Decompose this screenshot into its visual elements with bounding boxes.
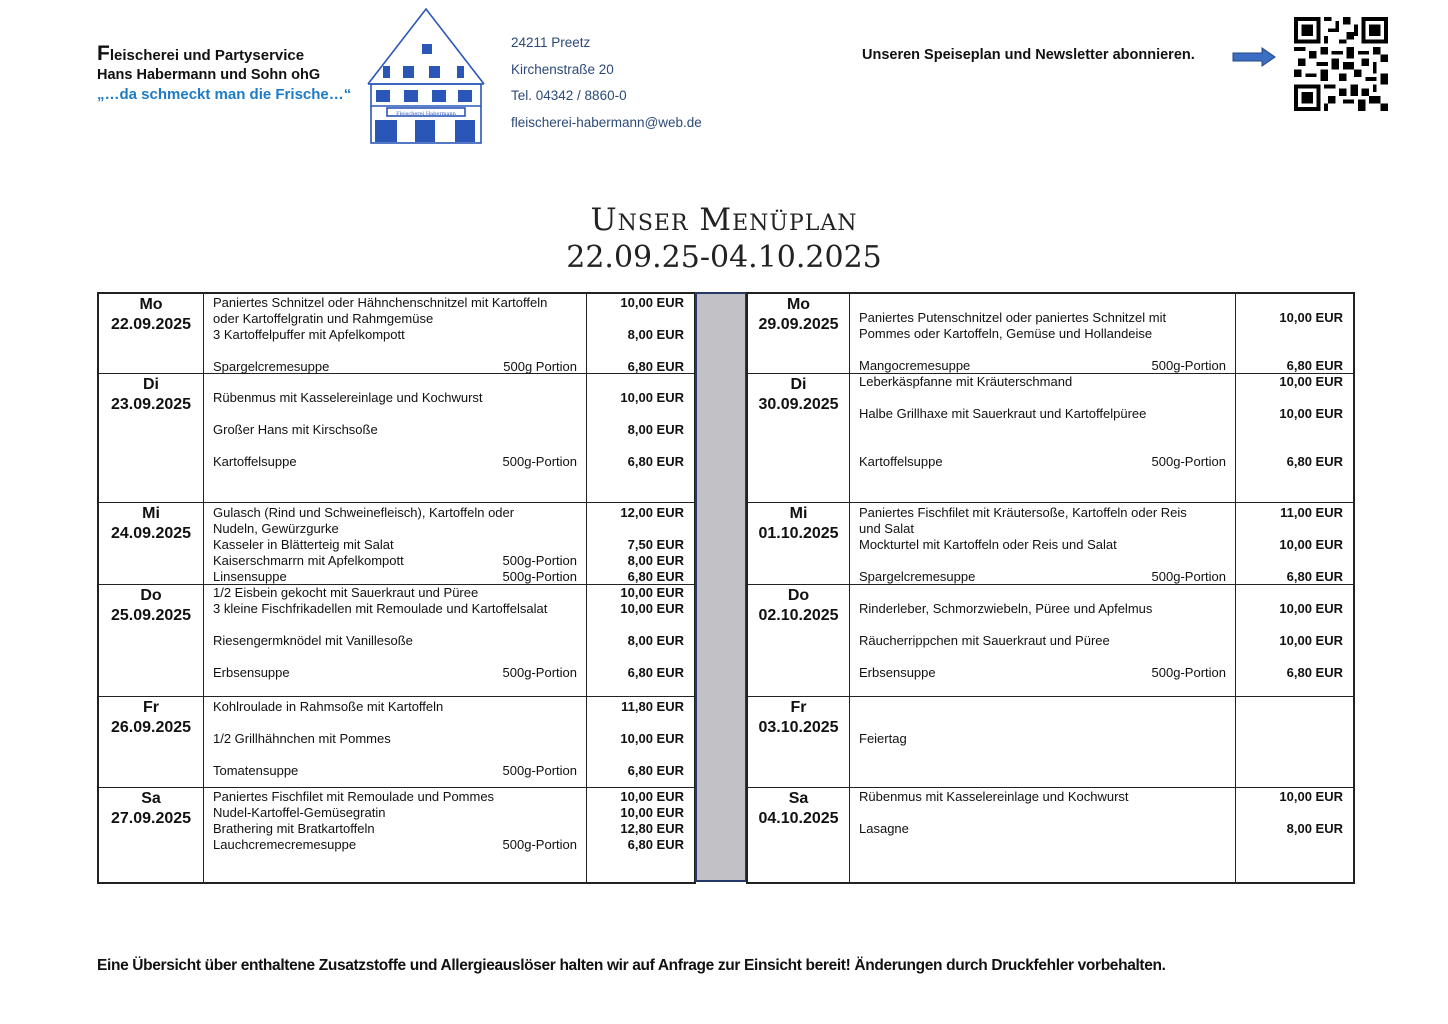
dish-item xyxy=(213,585,577,600)
dish-price: 10,00 EUR xyxy=(1279,601,1343,616)
dish-name: Mangocremesuppe xyxy=(859,358,971,373)
dish-item xyxy=(859,537,1226,552)
company-name-line1: Fleischerei und Partyservice xyxy=(97,42,305,65)
dish-price: 7,50 EUR xyxy=(627,537,684,552)
dish-item xyxy=(213,569,577,584)
weekday: Fr xyxy=(790,699,807,716)
dish-item xyxy=(859,406,1226,421)
day-cell xyxy=(748,585,850,696)
dish-name: Rübenmus mit Kasselereinlage und Kochwurst xyxy=(859,789,1129,804)
dish-price: 6,80 EUR xyxy=(1286,569,1343,584)
dish-price: 8,00 EUR xyxy=(627,633,684,648)
dish-price: 11,00 EUR xyxy=(1280,505,1343,520)
arrow-right-icon xyxy=(1232,47,1276,67)
dish-item xyxy=(213,505,577,520)
dish-name: Kasseler in Blätterteig mit Salat xyxy=(213,537,394,552)
price-cell xyxy=(1236,503,1353,584)
dish-name: Gulasch (Rind und Schweinefleisch), Kartoffeln oder xyxy=(213,505,515,520)
date-range: 22.09.25-04.10.2025 xyxy=(566,240,882,275)
weekday: Mo xyxy=(786,296,811,313)
weekday: Mi xyxy=(142,505,160,522)
menu-table-week1 xyxy=(97,292,696,884)
day-cell xyxy=(99,374,204,502)
dish-name: Paniertes Fischfilet mit Remoulade und Pommes xyxy=(213,789,495,804)
dish-cell xyxy=(850,788,1236,884)
dish-name: Kartoffelsuppe xyxy=(859,454,943,469)
dish-item xyxy=(859,789,1226,804)
dish-price: 8,00 EUR xyxy=(627,327,684,342)
date: 29.09.2025 xyxy=(758,316,839,333)
dish-item xyxy=(213,327,577,342)
dish-cell xyxy=(850,503,1236,584)
dish-name: Rinderleber, Schmorzwiebeln, Püree und Apfelmus xyxy=(859,601,1153,616)
day-cell xyxy=(99,503,204,584)
dish-price: 6,80 EUR xyxy=(627,837,684,852)
price-cell xyxy=(1236,788,1353,884)
day-cell xyxy=(748,697,850,787)
date: 23.09.2025 xyxy=(110,396,192,413)
dish-price: 10,00 EUR xyxy=(620,585,684,600)
dish-name: Mockturtel mit Kartoffeln oder Reis und Salat xyxy=(859,537,1117,552)
dish-item xyxy=(213,837,577,852)
dish-item xyxy=(859,569,1226,584)
dish-name: Linsensuppe xyxy=(213,569,287,584)
portion-size: 500g-Portion xyxy=(1151,569,1226,584)
dish-name: oder Kartoffelgratin und Rahmgemüse xyxy=(213,311,434,326)
dish-price: 10,00 EUR xyxy=(620,390,684,405)
dish-price: 6,80 EUR xyxy=(627,665,684,680)
date: 30.09.2025 xyxy=(758,396,839,413)
dish-price: 10,00 EUR xyxy=(620,601,684,616)
table-divider xyxy=(695,292,747,882)
dish-price: 6,80 EUR xyxy=(1286,358,1343,373)
dish-name: Kartoffelsuppe xyxy=(213,454,297,469)
contact-phone: Tel. 04342 / 8860-0 xyxy=(511,88,627,103)
dish-item xyxy=(213,390,577,405)
dish-item xyxy=(859,454,1226,469)
dish-price: 8,00 EUR xyxy=(1286,821,1343,836)
shop-house-logo-icon xyxy=(365,6,487,146)
weekday: Mi xyxy=(789,505,808,522)
dish-price: 11,80 EUR xyxy=(621,699,684,714)
dish-price: 6,80 EUR xyxy=(627,454,684,469)
dish-name: Riesengermknödel mit Vanillesoße xyxy=(213,633,413,648)
weekday: Mo xyxy=(139,296,163,313)
price-cell xyxy=(1236,697,1353,787)
dish-item xyxy=(213,731,577,746)
dish-item xyxy=(213,665,577,680)
dish-price: 12,80 EUR xyxy=(620,821,684,836)
dish-cell xyxy=(850,585,1236,696)
day-row xyxy=(99,374,694,503)
dish-price: 6,80 EUR xyxy=(627,763,684,778)
dish-price: 8,00 EUR xyxy=(627,422,684,437)
portion-size: 500g-Portion xyxy=(502,569,577,584)
dish-name: Großer Hans mit Kirschsoße xyxy=(213,422,378,437)
dish-price: 6,80 EUR xyxy=(627,569,684,584)
dish-name: Erbsensuppe xyxy=(859,665,936,680)
dish-name: 1/2 Eisbein gekocht mit Sauerkraut und Püree xyxy=(213,585,479,600)
day-cell xyxy=(748,374,850,502)
weekday: Fr xyxy=(143,699,159,716)
dish-price: 6,80 EUR xyxy=(1286,665,1343,680)
dish-name: Spargelcremesuppe xyxy=(859,569,976,584)
day-row xyxy=(748,294,1353,374)
weekday: Sa xyxy=(141,790,161,807)
portion-size: 500g-Portion xyxy=(1151,454,1226,469)
dish-name: Leberkäspfanne mit Kräuterschmand xyxy=(859,374,1073,389)
day-row xyxy=(99,788,694,884)
day-row xyxy=(748,697,1353,788)
date: 22.09.2025 xyxy=(110,316,192,333)
day-cell xyxy=(99,788,204,884)
price-cell xyxy=(1236,585,1353,696)
day-row xyxy=(99,503,694,585)
dish-cell xyxy=(204,697,587,787)
dish-name: 3 Kartoffelpuffer mit Apfelkompott xyxy=(213,327,405,342)
dish-item xyxy=(213,359,577,374)
day-row xyxy=(99,585,694,697)
dish-name: Nudeln, Gewürzgurke xyxy=(213,521,339,536)
portion-size: 500g Portion xyxy=(503,359,577,374)
dish-name: 1/2 Grillhähnchen mit Pommes xyxy=(213,731,391,746)
day-cell xyxy=(99,697,204,787)
dish-item xyxy=(213,763,577,778)
portion-size: 500g-Portion xyxy=(502,665,577,680)
dish-name: 3 kleine Fischfrikadellen mit Remoulade und Kartoffelsalat xyxy=(213,601,548,616)
price-cell xyxy=(1236,374,1353,502)
dish-item xyxy=(213,789,577,804)
dish-name: Feiertag xyxy=(859,731,907,746)
date: 26.09.2025 xyxy=(110,719,192,736)
dish-cell xyxy=(850,374,1236,502)
dish-price: 10,00 EUR xyxy=(620,731,684,746)
date: 02.10.2025 xyxy=(758,607,839,624)
dish-name: Brathering mit Bratkartoffeln xyxy=(213,821,375,836)
dish-name: Paniertes Fischfilet mit Kräutersoße, Kartoffeln oder Reis xyxy=(859,505,1187,520)
contact-block xyxy=(511,30,702,136)
dish-item xyxy=(213,454,577,469)
price-cell xyxy=(587,788,694,884)
dish-name: und Salat xyxy=(859,521,914,536)
dish-item xyxy=(859,665,1226,680)
dish-price: 10,00 EUR xyxy=(1279,537,1343,552)
dish-item xyxy=(213,633,577,648)
dish-price: 6,80 EUR xyxy=(627,359,684,374)
date: 27.09.2025 xyxy=(110,810,192,827)
day-cell xyxy=(748,503,850,584)
dish-cell xyxy=(204,788,587,884)
date: 01.10.2025 xyxy=(758,525,839,542)
dish-cell xyxy=(850,294,1236,373)
dish-name: Lasagne xyxy=(859,821,909,836)
dish-price: 8,00 EUR xyxy=(627,553,684,568)
weekday: Di xyxy=(790,376,807,393)
price-cell xyxy=(587,697,694,787)
dish-price: 10,00 EUR xyxy=(1279,789,1343,804)
allergen-notice: Eine Übersicht über enthaltene Zusatzstoffe und Allergieauslöser halten wir auf Anfrage zur Einsicht bereit! Änderungen durch Druckfehler vorbehalten. xyxy=(97,957,1166,974)
dish-cell xyxy=(204,374,587,502)
weekday: Sa xyxy=(788,790,809,807)
contact-email[interactable]: fleischerei-habermann@web.de xyxy=(511,114,702,130)
dish-item xyxy=(859,505,1226,520)
dish-name: Räucherrippchen mit Sauerkraut und Püree xyxy=(859,633,1110,648)
dish-name: Pommes oder Kartoffeln, Gemüse und Hollandeise xyxy=(859,326,1153,341)
day-row xyxy=(748,788,1353,884)
dish-name: Rübenmus mit Kasselereinlage und Kochwurst xyxy=(213,390,483,405)
day-cell xyxy=(748,294,850,373)
dish-item xyxy=(859,374,1226,389)
day-row xyxy=(99,697,694,788)
portion-size: 500g-Portion xyxy=(502,454,577,469)
dish-name: Paniertes Putenschnitzel oder paniertes Schnitzel mit xyxy=(859,310,1167,325)
price-cell xyxy=(587,503,694,584)
dish-price: 6,80 EUR xyxy=(1286,454,1343,469)
dish-cell xyxy=(204,585,587,696)
day-cell xyxy=(748,788,850,884)
dish-item xyxy=(859,358,1226,373)
portion-size: 500g-Portion xyxy=(502,763,577,778)
dish-price: 10,00 EUR xyxy=(620,295,684,310)
dish-price: 10,00 EUR xyxy=(1279,406,1343,421)
dish-item xyxy=(213,422,577,437)
dish-name: Kaiserschmarrn mit Apfelkompott xyxy=(213,553,404,568)
dish-name: Kohlroulade in Rahmsoße mit Kartoffeln xyxy=(213,699,444,714)
dish-price: 12,00 EUR xyxy=(620,505,684,520)
contact-city: 24211 Preetz xyxy=(511,35,591,50)
date: 03.10.2025 xyxy=(758,719,839,736)
dish-price: 10,00 EUR xyxy=(620,805,684,820)
dish-item xyxy=(213,821,577,836)
dish-price: 10,00 EUR xyxy=(1279,633,1343,648)
date: 04.10.2025 xyxy=(758,810,839,827)
price-cell xyxy=(1236,294,1353,373)
page-title: Unser Menüplan xyxy=(590,202,858,238)
subscribe-text: Unseren Speiseplan und Newsletter abonnieren. xyxy=(862,47,1195,63)
dish-name: Halbe Grillhaxe mit Sauerkraut und Kartoffelpüree xyxy=(859,406,1147,421)
day-row xyxy=(748,374,1353,503)
dish-item xyxy=(213,805,577,820)
day-cell xyxy=(99,294,204,373)
dish-item xyxy=(213,537,577,552)
dish-name: Erbsensuppe xyxy=(213,665,290,680)
dish-item xyxy=(859,821,1226,836)
dish-price: 10,00 EUR xyxy=(620,789,684,804)
weekday: Di xyxy=(143,376,159,393)
dish-name: Tomatensuppe xyxy=(213,763,299,778)
portion-size: 500g-Portion xyxy=(502,837,577,852)
dish-name: Paniertes Schnitzel oder Hähnchenschnitzel mit Kartoffeln xyxy=(213,295,548,310)
contact-street: Kirchenstraße 20 xyxy=(511,61,614,77)
dish-cell xyxy=(850,697,1236,787)
dish-price: 10,00 EUR xyxy=(1279,310,1343,325)
day-row xyxy=(748,503,1353,585)
dish-name: Lauchcremecremesuppe xyxy=(213,837,357,852)
dish-item xyxy=(213,521,577,536)
dish-item xyxy=(859,633,1226,648)
portion-size: 500g-Portion xyxy=(1151,358,1226,373)
price-cell xyxy=(587,374,694,502)
price-cell xyxy=(587,294,694,373)
dish-item xyxy=(859,601,1226,616)
dish-cell xyxy=(204,294,587,373)
slogan: „…da schmeckt man die Frische…“ xyxy=(97,86,352,103)
dish-name: Spargelcremesuppe xyxy=(213,359,330,374)
day-row xyxy=(99,294,694,374)
company-brand xyxy=(97,44,351,104)
portion-size: 500g-Portion xyxy=(502,553,577,568)
dish-item xyxy=(859,731,1226,746)
dish-item xyxy=(213,553,577,568)
day-cell xyxy=(99,585,204,696)
portion-size: 500g-Portion xyxy=(1151,665,1226,680)
date: 24.09.2025 xyxy=(110,525,192,542)
dish-item xyxy=(213,311,577,326)
weekday: Do xyxy=(787,587,810,604)
company-name-line2: Hans Habermann und Sohn ohG xyxy=(97,67,321,83)
dish-item xyxy=(859,521,1226,536)
dish-name: Nudel-Kartoffel-Gemüsegratin xyxy=(213,805,386,820)
dish-item xyxy=(213,699,577,714)
date: 25.09.2025 xyxy=(110,607,192,624)
dish-cell xyxy=(204,503,587,584)
qr-code-icon[interactable] xyxy=(1293,17,1389,111)
menu-table-week2 xyxy=(746,292,1355,884)
dish-price: 10,00 EUR xyxy=(1279,374,1343,389)
price-cell xyxy=(587,585,694,696)
dish-item xyxy=(213,295,577,310)
dish-item xyxy=(859,326,1226,341)
dish-item xyxy=(859,310,1226,325)
dish-item xyxy=(213,601,577,616)
svg-text:Fleischerei Habermann: Fleischerei Habermann xyxy=(396,111,456,117)
day-row xyxy=(748,585,1353,697)
weekday: Do xyxy=(140,587,162,604)
